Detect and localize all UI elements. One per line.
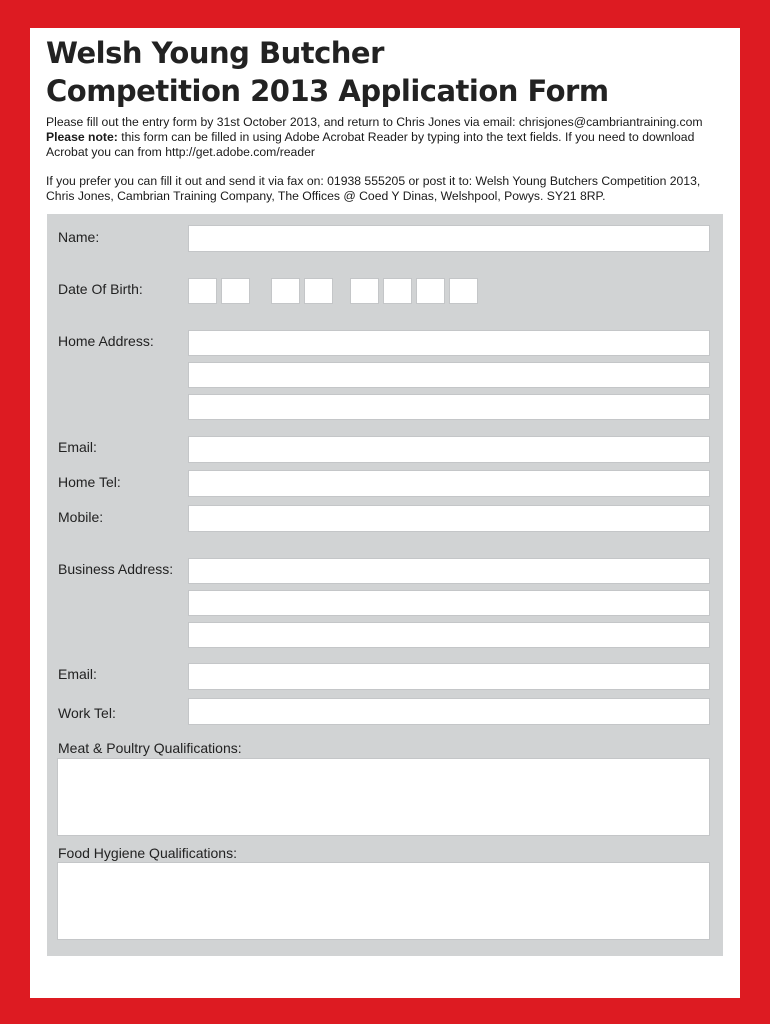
home-address-line-2[interactable] xyxy=(188,362,710,388)
dob-year-1[interactable] xyxy=(350,278,379,304)
name-label: Name: xyxy=(58,229,100,245)
food-hygiene-qualifications-field[interactable] xyxy=(57,862,710,940)
title-line-1: Welsh Young Butcher xyxy=(46,36,384,70)
instructions-post: If you prefer you can fill it out and send it via fax on: 01938 555205 or post it to: Welsh Young Butchers Competition 2013, Chris Jones, Cambrian Training Company, The Offices @ Coed Y Dinas, Welshpool, Powys. SY21 8RP. xyxy=(46,174,701,203)
mobile-label: Mobile: xyxy=(58,509,104,525)
home-address-line-1[interactable] xyxy=(188,330,710,356)
title-line-2: Competition 2013 Application Form xyxy=(46,74,609,108)
dob-year-3[interactable] xyxy=(416,278,445,304)
business-address-line-1[interactable] xyxy=(188,558,710,584)
note-text: this form can be filled in using Adobe Acrobat Reader by typing into the text fields. If you need to download Acrobat you can from http://get.adobe.com/reader xyxy=(46,130,695,159)
dob-month-1[interactable] xyxy=(271,278,300,304)
note-label: Please note: xyxy=(46,130,118,144)
instructions-deadline: Please fill out the entry form by 31st October 2013, and return to Chris Jones via email: chrisjones@cambriantraining.com xyxy=(46,115,703,129)
home-tel-label: Home Tel: xyxy=(58,474,121,490)
dob-month-2[interactable] xyxy=(304,278,333,304)
business-address-label: Business Address: xyxy=(58,561,174,577)
dob-year-2[interactable] xyxy=(383,278,412,304)
email-field[interactable] xyxy=(188,436,710,463)
email-label: Email: xyxy=(58,439,97,455)
instructions xyxy=(46,115,716,204)
form-title xyxy=(46,34,609,110)
dob-day-2[interactable] xyxy=(221,278,250,304)
work-tel-label: Work Tel: xyxy=(58,705,116,721)
meat-poultry-label: Meat & Poultry Qualifications: xyxy=(58,740,242,756)
mobile-field[interactable] xyxy=(188,505,710,532)
home-address-line-3[interactable] xyxy=(188,394,710,420)
home-address-label: Home Address: xyxy=(58,333,154,349)
business-address-line-3[interactable] xyxy=(188,622,710,648)
instructions-note xyxy=(46,130,716,160)
name-field[interactable] xyxy=(188,225,710,252)
meat-poultry-qualifications-field[interactable] xyxy=(57,758,710,836)
dob-day-1[interactable] xyxy=(188,278,217,304)
food-hygiene-label: Food Hygiene Qualifications: xyxy=(58,845,237,861)
business-email-field[interactable] xyxy=(188,663,710,690)
dob-label: Date Of Birth: xyxy=(58,281,143,297)
dob-year-4[interactable] xyxy=(449,278,478,304)
work-tel-field[interactable] xyxy=(188,698,710,725)
home-tel-field[interactable] xyxy=(188,470,710,497)
business-email-label: Email: xyxy=(58,666,97,682)
business-address-line-2[interactable] xyxy=(188,590,710,616)
